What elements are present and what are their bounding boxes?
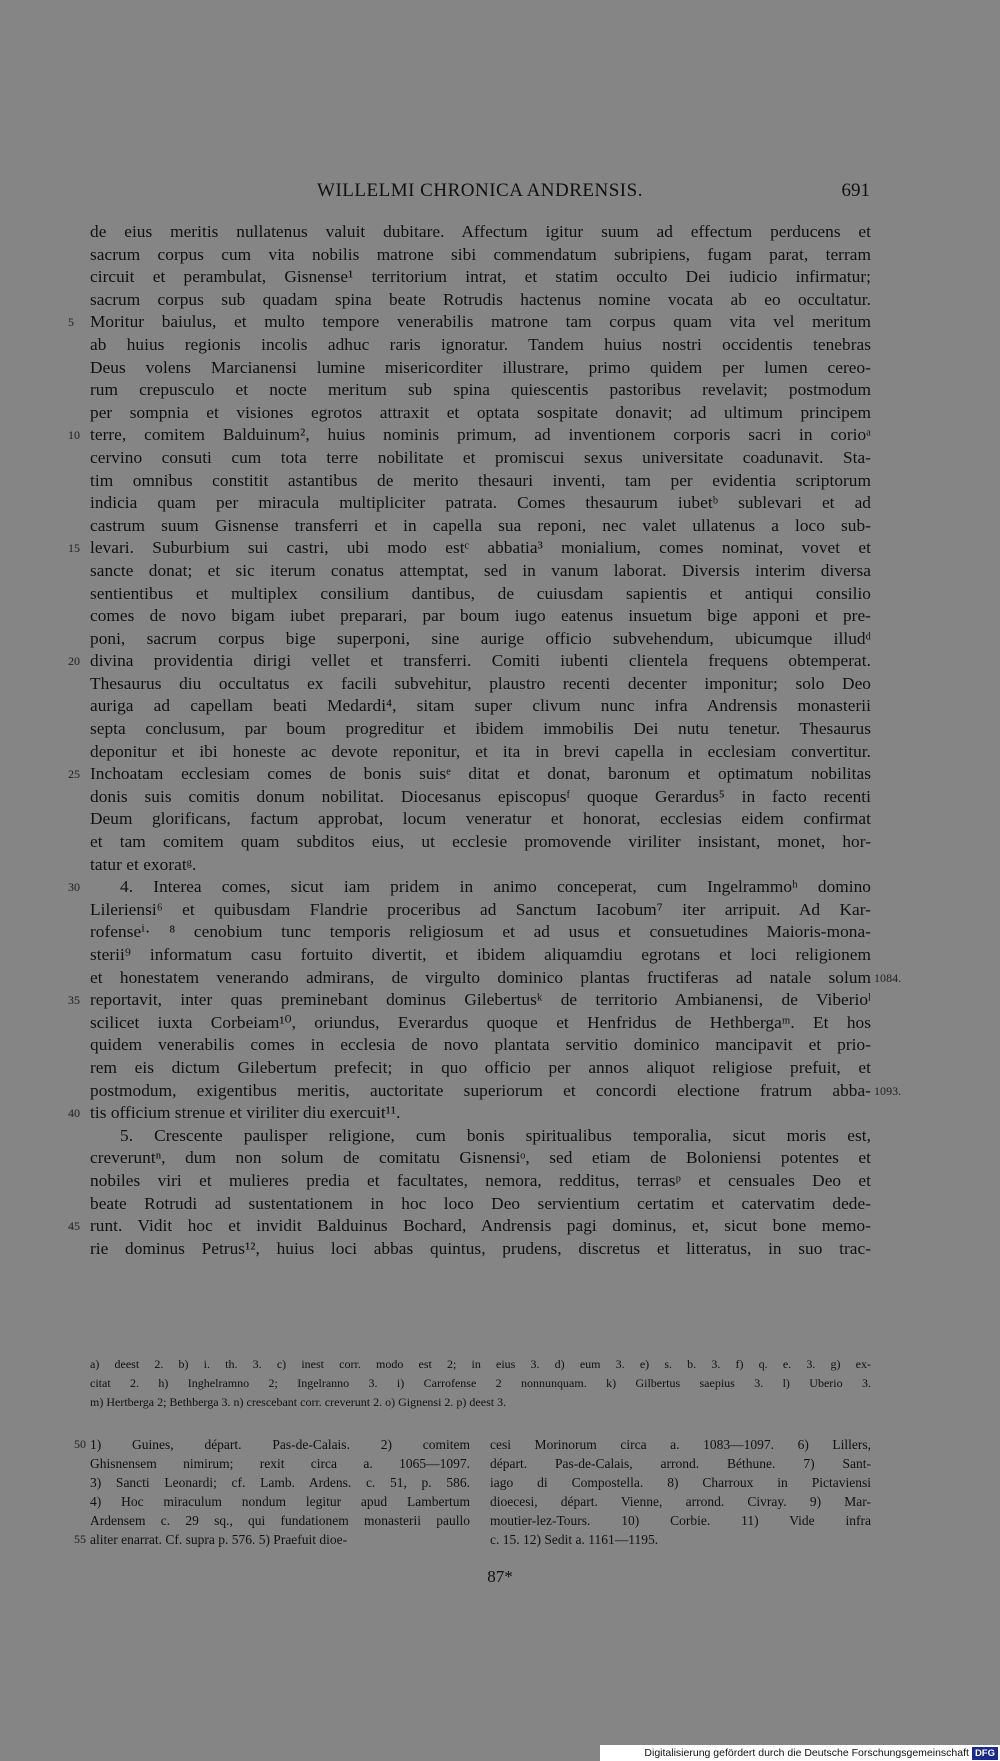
footnote-left-column: 4) Hoc miraculum nondum legitur apud Lambertum [90,1494,470,1509]
text-line [90,334,871,357]
line-text: sacrum corpus sub quadam spina beate Rotrudis hactenus nomine vocata ab eo occultatur. [90,289,871,309]
line-text: Lileriensi⁶ et quibusdam Flandrie proceribus ad Sanctum Iacobum⁷ iter arripuit. Ad Kar- [90,899,871,919]
line-text: divina providentia dirigi vellet et transferri. Comiti iubenti clientela frequens obtemperat. [90,651,871,671]
text-line [90,447,871,470]
text-line [90,266,871,289]
line-text: rofenseⁱ· ⁸ cenobium tunc temporis religiosum et ad usus et consuetudines Maioris-mona- [90,922,871,942]
footnote-right-column: iago di Compostella. 8) Charroux in Pictaviensi [490,1475,871,1490]
line-number: 15 [68,541,81,556]
text-line [90,628,871,651]
line-text: rem eis dictum Gilebertum prefecit; in quo officio per annos aliquot religiose prefuit, et [90,1057,871,1077]
line-text: deponitur et ibi honeste ac devote reponitur, et ita in brevi capella in ecclesiam convertitur. [90,741,871,761]
margin-year: 1093. [874,1083,902,1098]
variant-notes [90,1355,871,1412]
line-text: de eius meritis nullatenus valuit dubitare. Affectum igitur suum ad effectum perducens et [90,222,871,241]
footnote-left-column: 3) Sancti Leonardi; cf. Lamb. Ardens. c. 51, p. 586. [90,1475,470,1490]
footer-text: Digitalisierung gefördert durch die Deutsche Forschungsgemeinschaft [644,1747,969,1759]
line-text: runt. Vidit hoc et invidit Balduinus Bochard, Andrensis pagi dominus, et, sicut bone memo- [90,1216,871,1236]
signature-mark: 87* [487,1567,513,1586]
text-line [90,492,871,515]
line-text: circuit et perambulat, Gisnense¹ territorium intrat, et statim occulto Dei iudicio infirmatur; [90,267,871,287]
variant-note-line: a) deest 2. b) i. th. 3. c) inest corr. modo est 2; in eius 3. d) eum 3. e) s. b. 3. f) q. e. 3. g) ex- [90,1357,871,1371]
text-line [90,786,871,809]
text-line [68,989,871,1012]
text-line [90,1125,871,1148]
text-line [90,944,871,967]
text-line [90,289,871,312]
text-line [90,673,871,696]
line-text: nobiles viri et mulieres predia et facultates, nemora, redditus, terrasᵖ et censuales Deo et [90,1170,871,1190]
line-text: 5. Crescente paulisper religione, cum bonis spiritualibus temporalia, sicut moris est, [120,1125,871,1145]
line-text: tis officium strenue et viriliter diu exercuit¹¹. [90,1103,401,1123]
text-line [90,605,871,628]
running-title: WILLELMI CHRONICA ANDRENSIS. [317,180,643,201]
text-line [90,1147,871,1170]
line-text: sacrum corpus cum vita nobilis matrone sibi commendatum subripiens, fugam parat, terram [90,244,871,264]
line-number: 20 [68,654,81,669]
line-number: 40 [68,1106,81,1121]
line-text: donis suis comitis donum nobilitat. Diocesanus episcopusᶠ quoque Gerardus⁵ in facto recenti [90,786,871,806]
dfg-logo: DFG [972,1747,998,1760]
line-text: scilicet iuxta Corbeiam¹⁰, oriundus, Everardus quoque et Henfridus de Hethbergaᵐ. Et hos [90,1012,871,1032]
text-line [90,741,871,764]
line-text: sancte donat; et sic iterum conatus attemptat, sed in vanum laborat. Diversis interim diversa [90,560,871,580]
line-text: Moritur baiulus, et multo tempore venerabilis matrone tam corpus quam vita vel meritum [90,312,871,332]
line-text: sentientibus et multiplex consilium dantibus, de cuiusdam sapientis et antiqui consilio [90,583,871,603]
footnote-right-column: c. 15. 12) Sedit a. 1161—1195. [490,1532,659,1547]
line-text: poni, sacrum corpus bige superponi, sine aurige officio subvehendum, ubicumque illudᵈ [90,628,871,648]
line-text: creveruntⁿ, dum non solum de comitatu Gisnensiᵒ, sed etiam de Boloniensi potentes et [90,1148,871,1168]
footnote-left-column: Ardensem c. 29 sq., qui fundationem monasterii paullo [90,1513,470,1528]
text-line [68,1215,871,1238]
text-line [68,876,871,899]
footnote-line [74,1435,871,1454]
line-text: Deum glorificans, factum approbat, locum veneratur et honorat, ecclesias eidem confirmat [90,809,871,829]
line-number: 30 [68,880,81,895]
text-line [90,515,871,538]
line-text: sterii⁹ informatum casu fortuito divertit, et ibidem aliquamdiu egrotans et loci religionem [90,945,871,964]
text-line [90,1238,871,1261]
line-text: indicia quam per miracula multipliciter patrata. Comes thesaurum iubetᵇ sublevari et ad [90,493,871,513]
line-text: tatur et exoratᵍ. [90,854,197,874]
footnote-left-column: 1) Guines, départ. Pas-de-Calais. 2) comitem [90,1437,470,1452]
digitization-footer [600,1745,1000,1761]
text-line [90,808,871,831]
line-text: ab huius regionis incolis adhuc raris ignoratur. Tandem huius nostri occidentis tenebras [90,334,871,354]
line-text: rie dominus Petrus¹², huius loci abbas quintus, prudens, discretus et litteratus, in suo trac- [90,1238,871,1258]
line-text: levari. Suburbium sui castri, ubi modo estᶜ abbatia³ monialium, comes nominat, vovet et [90,538,871,558]
line-text: septa conclusum, par boum progreditur et ibidem immobilis Dei nutu tenetur. Thesaurus [90,719,871,739]
text-line [68,650,871,673]
line-text: Inchoatam ecclesiam comes de bonis suisᵉ ditat et donat, baronum et optimatum nobilitas [90,764,871,784]
variant-note-line: m) Hertberga 2; Bethberga 3. n) crescebant corr. creverunt 2. o) Gignensi 2. p) deest 3. [90,1395,507,1409]
line-number: 35 [68,993,81,1008]
text-line [90,1034,871,1057]
text-line [90,221,871,244]
footnote-line [90,1492,871,1511]
line-text: terre, comitem Balduinum², huius nominis primum, ad inventionem corporis sacri in corioᵃ [90,425,871,445]
line-text: quidem venerabilis comes in ecclesia de novo plantata servitio dominico mancipavit et prio- [90,1035,871,1055]
text-line [90,244,871,267]
line-number: 5 [68,315,75,330]
line-text: castrum suum Gisnense transferri et in capella sua reponi, nec valet ullatenus a loco sub- [90,515,871,535]
margin-year: 1084. [874,970,902,985]
text-line [90,1080,902,1103]
text-line [90,967,902,990]
line-number: 50 [74,1437,86,1451]
text-line [90,921,871,944]
text-line [68,311,871,334]
text-line [90,899,871,922]
footnote-right-column: cesi Morinorum circa a. 1083—1097. 6) Lillers, [490,1437,871,1452]
running-header [90,180,870,208]
text-line [90,718,871,741]
variant-note-line: citat 2. h) Inghelramno 2; Ingelranno 3. i) Carrofense 2 nonnunquam. k) Gilbertus saepius 3. l) Uberio 3. [90,1376,871,1390]
text-line [90,695,871,718]
page-number: 691 [841,180,870,201]
line-text: comes de novo bigam iubet preparari, par boum iugo eatenus insuetum bige apponi et pre- [90,606,871,626]
footnote-left-column: Ghisnensem nimirum; rexit circa a. 1065—1097. [90,1456,470,1471]
text-line [68,537,871,560]
line-text: per sompnia et visiones egrotos attraxit et optata sospitate donavit; ad ultimum principem [90,402,871,422]
line-text: rum crepusculo et nocte meritum sub spina quiescentis pastoribus revelavit; postmodum [90,380,871,400]
text-line [68,763,871,786]
line-number: 25 [68,767,81,782]
text-line [90,470,871,493]
line-text: beate Rotrudi ad sustentationem in hoc loco Deo servientium certatim et catervatim dede- [90,1193,871,1213]
line-text: postmodum, exigentibus meritis, auctoritate superiorum et concordi electione fratrum abba- [90,1080,871,1100]
text-line [90,854,871,877]
footnote-line [90,1511,871,1530]
text-line [68,424,871,447]
text-line [68,1102,871,1125]
text-line [90,1012,871,1035]
main-text [68,221,902,1260]
line-text: reportavit, inter quas preminebant dominus Gilebertusᵏ de territorio Ambianensi, de Viberioˡ [90,990,871,1010]
footnote-right-column: départ. Pas-de-Calais, arrond. Béthune. 7) Sant- [490,1456,871,1471]
line-text: auriga ad capellam beati Medardi⁴, sitam super clivum nunc infra Andrensis monasterii [90,696,871,716]
line-text: tim omnibus constitit astantibus de merito thesauri inventi, tam per evidentia scriptorum [90,470,871,490]
text-line [90,1057,871,1080]
footnotes [74,1435,871,1549]
line-number: 55 [74,1532,86,1546]
line-text: 4. Interea comes, sicut iam pridem in animo conceperat, cum Ingelrammoʰ domino [120,877,871,897]
line-text: cervino consuti cum tota terre nobilitate et promiscui sexus universitate coadunavit. Sta- [90,447,871,467]
text-line [90,831,871,854]
line-number: 45 [68,1219,81,1234]
line-text: et tam comitem quam subditos eius, ut ecclesie promovende viriliter insistant, monet, hor- [90,832,871,852]
footnote-right-column: dioecesi, départ. Vienne, arrond. Civray. 9) Mar- [490,1494,871,1509]
line-number: 10 [68,428,81,443]
text-line [90,1193,871,1216]
line-text: Thesaurus diu occultatus ex facili subvehitur, plaustro recenti decenter imponitur; solo Deo [90,673,871,693]
footnote-line [74,1530,871,1549]
footnote-right-column: moutier-lez-Tours. 10) Corbie. 11) Vide infra [490,1513,871,1528]
text-line [90,1170,871,1193]
line-text: Deus volens Marcianensi lumine misericorditer illustrare, primo quidem per lumen cereo- [90,357,871,377]
footnote-left-column: aliter enarrat. Cf. supra p. 576. 5) Praefuit dioe- [90,1532,348,1547]
text-line [90,402,871,425]
footnote-line [90,1473,871,1492]
text-line [90,357,871,380]
footnote-line [90,1454,871,1473]
line-text: et honestatem venerando admirans, de virgulto dominico plantas fructiferas ad natale solum [90,967,871,987]
text-line [90,379,871,402]
text-line [90,583,871,606]
text-line [90,560,871,583]
